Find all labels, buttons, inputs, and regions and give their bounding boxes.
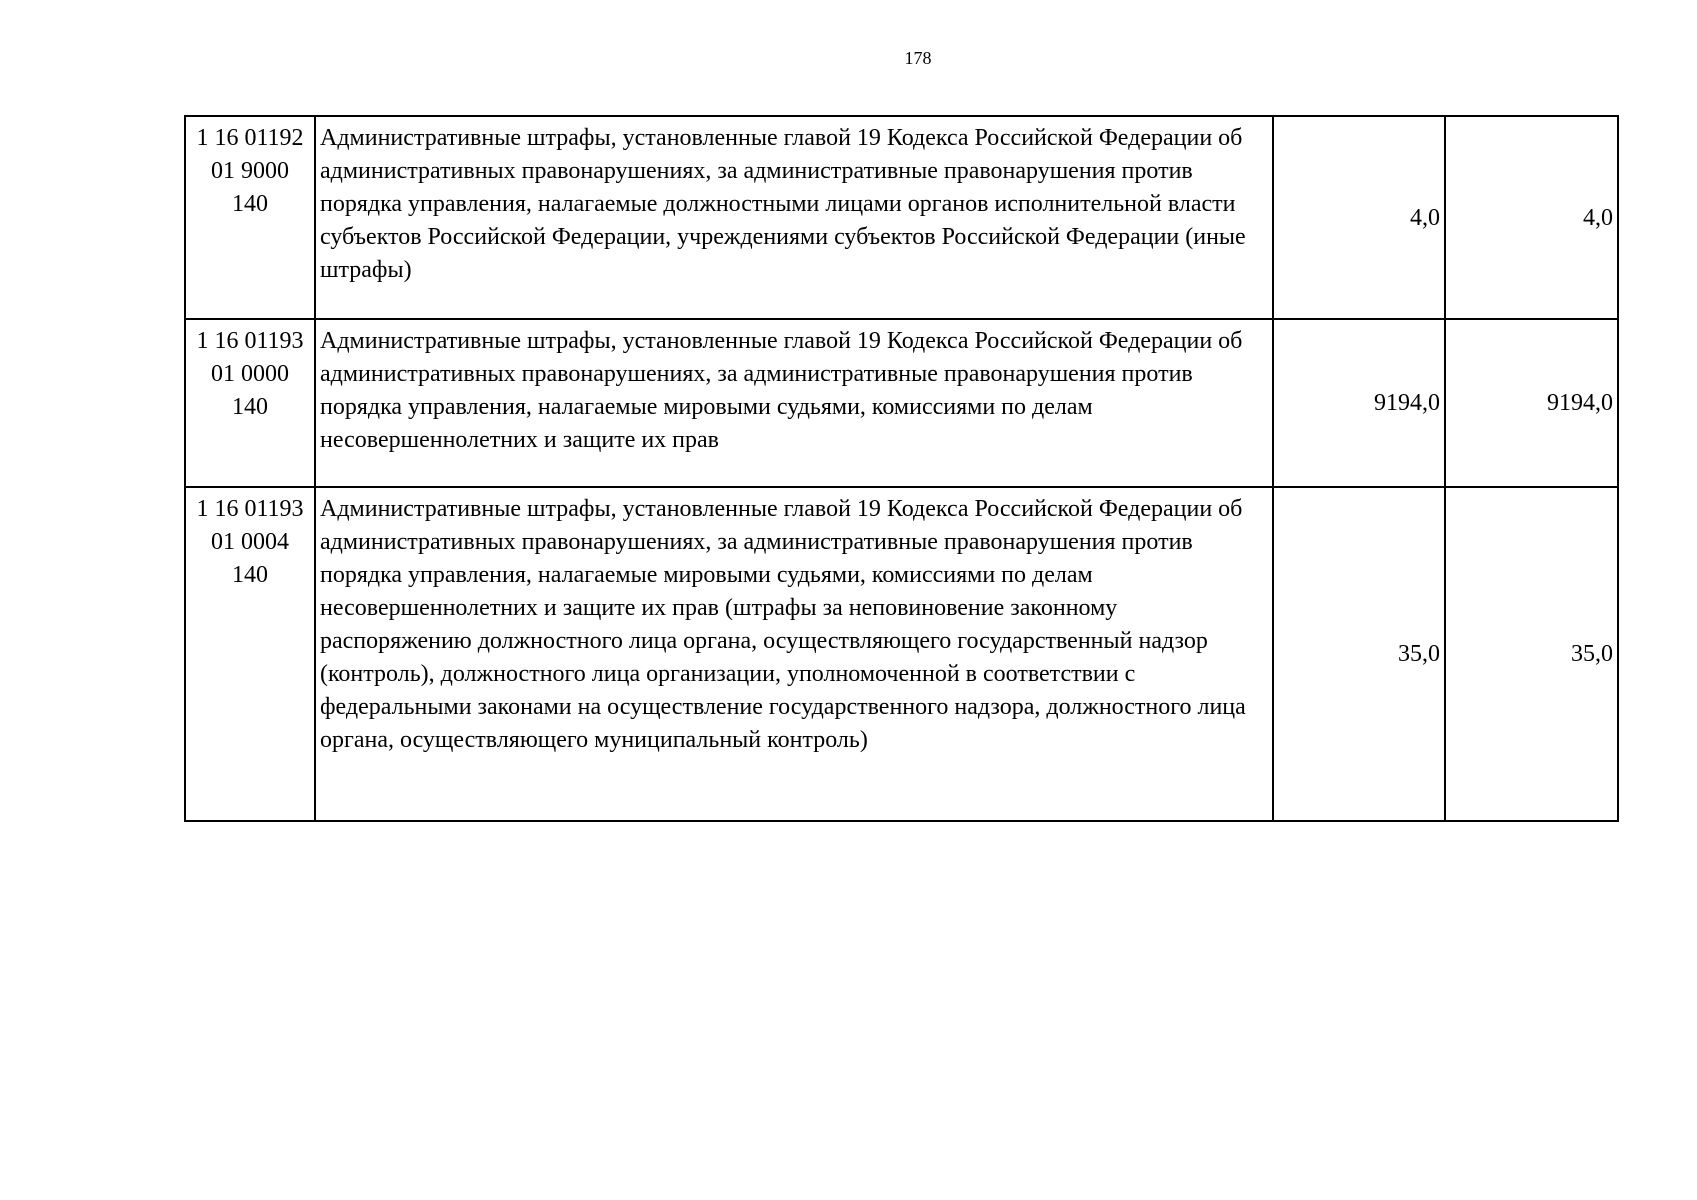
budget-revenue-table xyxy=(184,115,1619,822)
revenue-description-cell: Административные штрафы, установленные главой 19 Кодекса Российской Федерации об административных правонарушениях, за административные правонарушения против порядка управления, налагаемые должностными лицами органов исполнительной власти субъектов Российской Федерации, учреждениями субъектов Российской Федерации (иные штрафы) xyxy=(315,116,1273,319)
table-row xyxy=(185,319,1618,487)
amount-cell-1: 4,0 xyxy=(1273,116,1445,319)
amount-cell-2: 4,0 xyxy=(1445,116,1618,319)
amount-cell-1: 9194,0 xyxy=(1273,319,1445,487)
revenue-description-cell: Административные штрафы, установленные главой 19 Кодекса Российской Федерации об административных правонарушениях, за административные правонарушения против порядка управления, налагаемые мировыми судьями, комиссиями по делам несовершеннолетних и защите их прав (штрафы за неповиновение законному распоряжению должностного лица органа, осуществляющего государственный надзор (контроль), должностного лица организации, уполномоченной в соответствии с федеральными законами на осуществление государственного надзора, должностного лица органа, осуществляющего муниципальный контроль) xyxy=(315,487,1273,821)
page-number: 178 xyxy=(904,48,932,68)
amount-cell-2: 35,0 xyxy=(1445,487,1618,821)
amount-cell-1: 35,0 xyxy=(1273,487,1445,821)
revenue-description-cell: Административные штрафы, установленные главой 19 Кодекса Российской Федерации об административных правонарушениях, за административные правонарушения против порядка управления, налагаемые мировыми судьями, комиссиями по делам несовершеннолетних и защите их прав xyxy=(315,319,1273,487)
budget-code-cell: 1 16 01193 01 0004 140 xyxy=(185,487,315,821)
amount-cell-2: 9194,0 xyxy=(1445,319,1618,487)
table-row xyxy=(185,487,1618,821)
budget-code-cell: 1 16 01193 01 0000 140 xyxy=(185,319,315,487)
table-row xyxy=(185,116,1618,319)
budget-code-cell: 1 16 01192 01 9000 140 xyxy=(185,116,315,319)
